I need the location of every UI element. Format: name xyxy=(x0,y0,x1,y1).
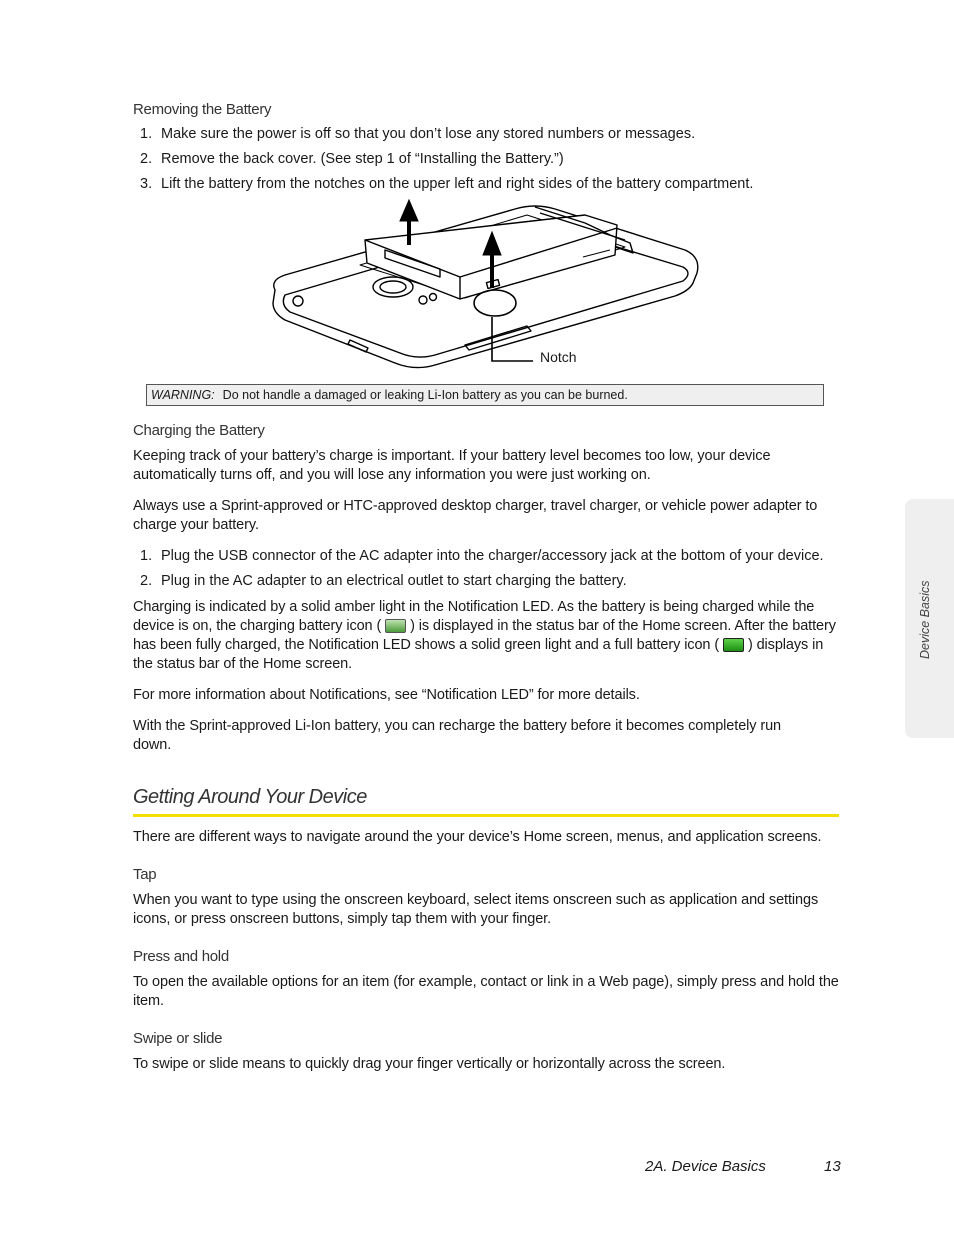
charging-paragraph-1: Keeping track of your battery’s charge is important. If your battery level becomes too low, your device automatically turns off, and you will lose any information you were just working on. xyxy=(133,448,771,483)
notch-callout-label: Notch xyxy=(540,349,577,365)
press-hold-heading: Press and hold xyxy=(133,948,229,965)
footer-page-number: 13 xyxy=(824,1158,841,1175)
footer-section-name: 2A. Device Basics xyxy=(645,1158,766,1175)
charging-paragraph-4: For more information about Notifications, see “Notification LED” for more details. xyxy=(133,687,640,703)
charging-led-paragraph xyxy=(133,598,843,674)
step-text: Lift the battery from the notches on the upper left and right sides of the battery compartment. xyxy=(161,176,754,192)
step-text: Make sure the power is off so that you don’t lose any stored numbers or messages. xyxy=(161,126,696,142)
side-tab-label: Device Basics xyxy=(918,580,932,659)
removing-step-3 xyxy=(140,175,753,194)
warning-text: Do not handle a damaged or leaking Li-Ion battery as you can be burned. xyxy=(222,388,628,402)
step-text: Plug the USB connector of the AC adapter into the charger/accessory jack at the bottom of your device. xyxy=(161,548,824,564)
removing-step-2 xyxy=(140,150,564,169)
tap-heading: Tap xyxy=(133,866,157,883)
warning-label: WARNING: xyxy=(151,388,215,402)
charging-paragraph-5: With the Sprint-approved Li-Ion battery, you can recharge the battery before it becomes completely run down. xyxy=(133,718,782,753)
led-text-c: ) displays in the status bar of the Home screen. xyxy=(133,637,824,672)
charging-step-1 xyxy=(140,547,824,566)
step-number: 1. xyxy=(140,548,153,564)
step-number: 2. xyxy=(140,151,153,167)
getting-around-heading: Getting Around Your Device xyxy=(133,786,367,808)
press-hold-text: To open the available options for an item (for example, contact or link in a Web page), simply press and hold the item. xyxy=(133,974,839,1009)
battery-charging-icon xyxy=(385,619,406,633)
getting-around-intro: There are different ways to navigate around the your device’s Home screen, menus, and application screens. xyxy=(133,829,822,845)
led-text-b: ) is displayed in the status bar of the Home screen. After the battery has been fully charged, the Notification LED shows a solid green light and a full battery icon ( xyxy=(133,618,836,653)
step-text: Plug in the AC adapter to an electrical outlet to start charging the battery. xyxy=(161,573,627,589)
removing-battery-heading: Removing the Battery xyxy=(133,101,272,118)
charging-paragraph-2: Always use a Sprint-approved or HTC-approved desktop charger, travel charger, or vehicle power adapter to charge your battery. xyxy=(133,498,818,533)
step-text: Remove the back cover. (See step 1 of “Installing the Battery.”) xyxy=(161,151,564,167)
swipe-heading: Swipe or slide xyxy=(133,1030,223,1047)
removing-step-1 xyxy=(140,125,695,144)
led-text-a: Charging is indicated by a solid amber light in the Notification LED. As the battery is being charged while the device is on, the charging battery icon ( xyxy=(133,599,815,634)
step-number: 2. xyxy=(140,573,153,589)
heading-rule xyxy=(133,814,839,817)
tap-text: When you want to type using the onscreen keyboard, select items onscreen such as application and settings icons, or press onscreen buttons, simply tap them with your finger. xyxy=(133,892,819,927)
charging-step-2 xyxy=(140,572,627,591)
swipe-text: To swipe or slide means to quickly drag your finger vertically or horizontally across the screen. xyxy=(133,1056,726,1072)
charging-battery-heading: Charging the Battery xyxy=(133,422,265,439)
side-section-tab xyxy=(905,499,954,738)
step-number: 1. xyxy=(140,126,153,142)
warning-box xyxy=(146,384,824,406)
battery-removal-figure xyxy=(265,195,705,375)
step-number: 3. xyxy=(140,176,153,192)
battery-full-icon xyxy=(723,638,744,652)
